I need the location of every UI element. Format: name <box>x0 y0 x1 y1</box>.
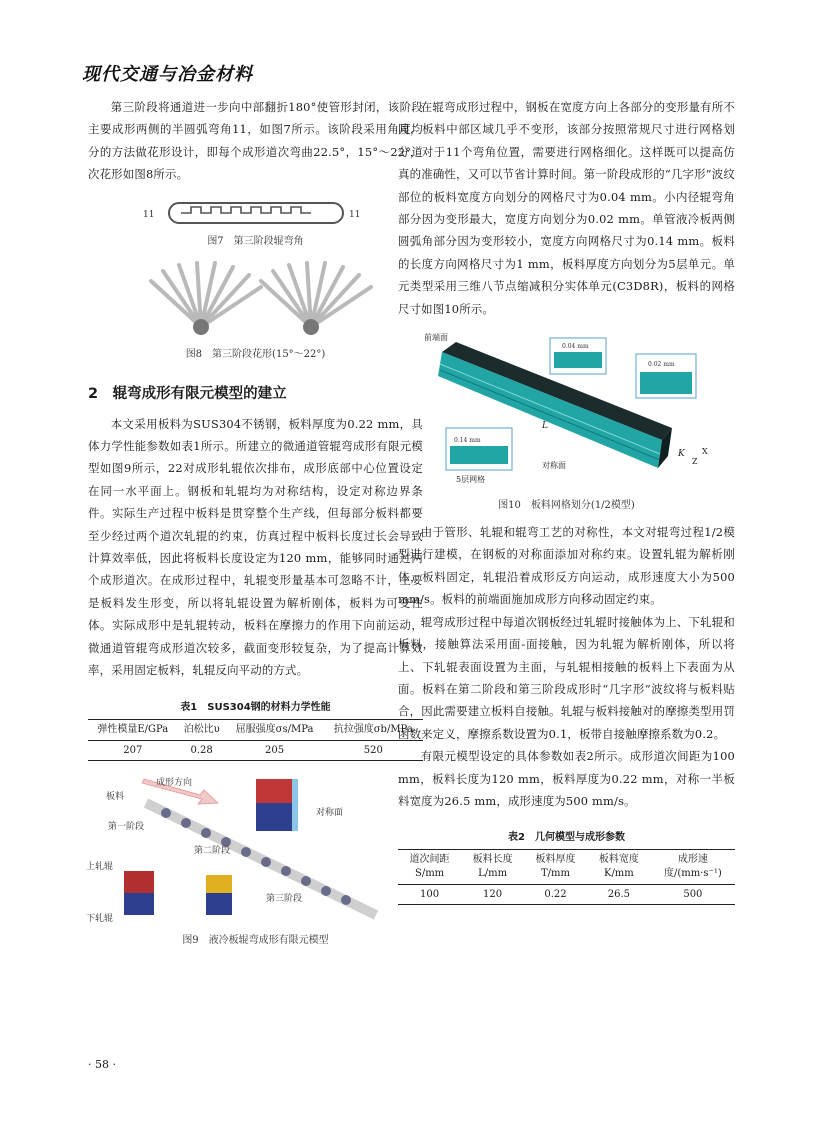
fig10-K: K <box>677 449 685 460</box>
fig10-Z: Z <box>691 457 698 467</box>
fig10-L: L <box>541 421 548 432</box>
table-header-cell: 成形速度/(mm·s⁻¹) <box>651 850 735 885</box>
fig10-layers: 5层网格 <box>455 475 485 485</box>
table-cell: 0.28 <box>178 740 226 760</box>
figure-9 <box>85 773 423 946</box>
fig10-014: 0.14 mm <box>453 437 481 445</box>
paragraph: 第三阶段将通道进一步向中部翻折180°使管形封闭，该阶段主要成形两侧的半圆弧弯角11，如图7所示。该阶段采用角度均分的方法做花形设计，即每个成形道次弯曲22.5°，15°～22°道次花形如图8所示。 <box>88 100 423 182</box>
paragraph: 由于管形、轧辊和辊弯工艺的对称性，本文对辊弯过程1/2模型进行建模，在钢板的对称面添加对称约束。设置轧辊为解析刚体，板料固定，轧辊沿着成形反方向运动，成形速度大小为500 mm/s。板料的前端面施加成形方向移动固定约束。 <box>398 525 735 607</box>
section-heading: 2 辊弯成形有限元模型的建立 <box>88 385 287 402</box>
fig9-stage1: 第一阶段 <box>107 821 144 832</box>
figure-10-image <box>422 332 712 490</box>
fig9-sheet: 板料 <box>105 791 124 802</box>
fig10-002: 0.02 mm <box>647 361 675 369</box>
figure-9-image <box>85 773 406 925</box>
fig9-lower: 下轧辊 <box>85 913 113 924</box>
fig10-004: 0.04 mm <box>561 343 589 351</box>
table-2-title: 表2 几何模型与成形参数 <box>508 832 625 844</box>
fig9-stage2: 第二阶段 <box>193 845 230 856</box>
table-cell: 0.22 <box>524 885 587 905</box>
figure-7-caption: 图7 第三阶段辊弯角 <box>207 235 304 247</box>
table-cell: 520 <box>324 740 423 760</box>
table-row <box>398 885 735 905</box>
fig10-X: X <box>701 447 708 457</box>
table-cell: 26.5 <box>587 885 651 905</box>
table-header-cell: 泊松比υ <box>178 719 226 740</box>
figure-7 <box>88 200 423 247</box>
fig9-upper: 上轧辊 <box>85 861 113 872</box>
right-column <box>398 96 735 905</box>
figure-8-image <box>131 261 381 339</box>
paragraph: 在辊弯成形过程中，钢板在宽度方向上各部分的变形量有所不同，板料中部区域几乎不变形，该部分按照常规尺寸进行网格划分，对于11个弯角位置，需要进行网格细化。这样既可以提高仿真的准确性，又可以节省计算时间。第一阶段成形的“几字形”波纹部位的板料宽度方向划分的网格尺寸为0.04 mm。小内径辊弯角部分因为变形最大，宽度方向划分为0.02 mm。单管液冷板两侧圆弧角部分因为变形较小，宽度方向网格尺寸为0.14 mm。板料的长度方向网格尺寸为1 mm，板料厚度方向划分为5层单元。单元类型采用三维八节点缩减积分实体单元(C3D8R)，板料的网格尺寸如图10所示。 <box>398 100 735 316</box>
page-number: · 58 · <box>88 1058 116 1071</box>
fig7-label-right: 11 <box>348 209 360 220</box>
fig7-label-left: 11 <box>142 209 154 220</box>
table-cell: 205 <box>226 740 324 760</box>
fig10-front: 前端面 <box>423 333 448 343</box>
table-1 <box>88 719 423 761</box>
figure-7-image <box>141 200 371 226</box>
figure-10-caption: 图10 板料网格划分(1/2模型) <box>498 500 635 512</box>
figure-8 <box>88 261 423 360</box>
figure-8-caption: 图8 第三阶段花形(15°～22°) <box>185 348 326 360</box>
table-1-title: 表1 SUS304钢的材料力学性能 <box>180 701 331 713</box>
fig9-sym: 对称面 <box>315 807 343 818</box>
figure-10 <box>398 332 735 511</box>
table-header-cell: 板料长度L/mm <box>461 850 524 885</box>
paragraph: 本文采用板料为SUS304不锈钢，板料厚度为0.22 mm，具体力学性能参数如表1所示。所建立的微通道管辊弯成形有限元模型如图9所示，22对成形轧辊依次排布，成形底部中心位置设定在同一水平面上。钢板和轧辊均为对称结构，设定对称边界条件。实际生产过程中板料是贯穿整个生产线，但每部分板料都要至少经过两个道次轧辊的约束，仿真过程中板料长度过长会导致计算效率低，因此将板料长度设定为120 mm，能够同时通过两个成形道次。在成形过程中，轧辊变形量基本可忽略不计，主要是板料发生形变，所以将轧辊设置为解析刚体，板料为可变性体。实际成形中是轧辊转动，板料在摩擦力的作用下向前运动，微通道管辊弯成形道次较多，截面变形较复杂，为了提高计算效率，采用固定板料，轧辊反向平动的方式。 <box>88 416 423 678</box>
journal-logo: 现代交通与冶金材料 <box>82 64 253 85</box>
paragraph: 辊弯成形过程中每道次钢板经过轧辊时接触体为上、下轧辊和板料，接触算法采用面-面接触，因为轧辊为解析刚体，所以将上、下轧辊表面设置为主面，与轧辊相接触的板料上下表面为从面。板料在第二阶段和第三阶段成形时“几字形”波纹将与板料贴合，因此需要建立板料自接触。轧辊与板料接触对的摩擦类型用罚函数来定义，摩擦系数设置为0.1，板带自接触摩擦系数为0.2。 <box>398 614 735 741</box>
paragraph: 有限元模型设定的具体参数如表2所示。成形道次间距为100 mm，板料长度为120 mm，板料厚度为0.22 mm，对称一半板料宽度为26.5 mm，成形速度为500 mm/s。 <box>398 749 735 808</box>
table-cell: 100 <box>398 885 461 905</box>
table-2 <box>398 849 735 905</box>
figure-9-caption: 图9 液冷板辊弯成形有限元模型 <box>182 934 329 946</box>
table-header-cell: 板料厚度T/mm <box>524 850 587 885</box>
table-header-cell: 道次间距S/mm <box>398 850 461 885</box>
table-cell: 500 <box>651 885 735 905</box>
fig9-direction: 成形方向 <box>155 777 192 788</box>
table-header-cell: 屈服强度σs/MPa <box>226 719 324 740</box>
table-cell: 207 <box>88 740 178 760</box>
table-header-cell: 弹性模量E/GPa <box>88 719 178 740</box>
left-column <box>85 96 423 946</box>
table-header-cell: 板料宽度K/mm <box>587 850 651 885</box>
table-cell: 120 <box>461 885 524 905</box>
fig9-stage3: 第三阶段 <box>265 893 302 904</box>
table-row <box>88 740 423 760</box>
table-header-cell: 抗拉强度σb/MPa <box>324 719 423 740</box>
fig10-sym: 对称面 <box>541 461 566 471</box>
